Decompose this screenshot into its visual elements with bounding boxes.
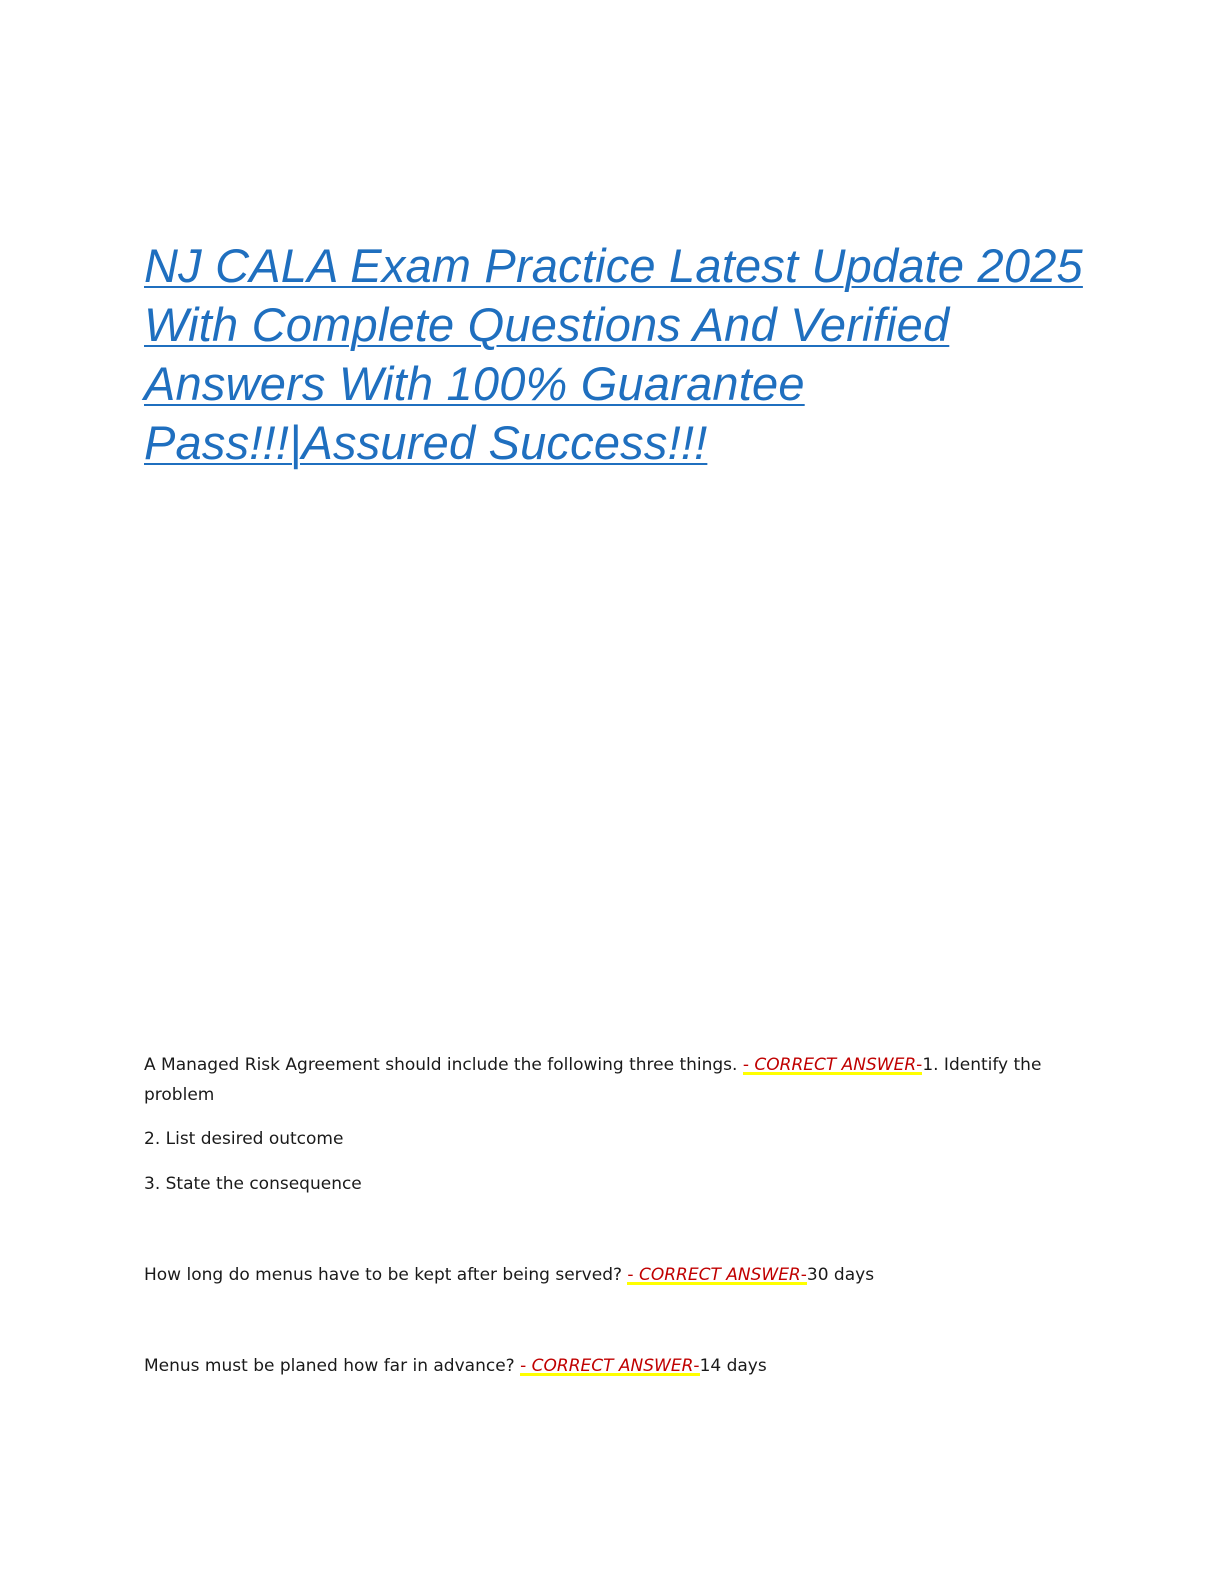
question-2-text: How long do menus have to be kept after being served?	[144, 1265, 628, 1285]
answer-separator: -	[800, 1265, 807, 1285]
question-2	[144, 1260, 1084, 1290]
question-3	[144, 1351, 1084, 1381]
answer-2-text: 30 days	[806, 1265, 875, 1285]
question-1-text: A Managed Risk Agreement should include the following three things.	[144, 1055, 743, 1075]
answer-separator: -	[520, 1356, 532, 1376]
correct-answer-label: CORRECT ANSWER	[638, 1265, 801, 1285]
correct-answer-label: CORRECT ANSWER	[754, 1055, 917, 1075]
answer-3-text: 14 days	[699, 1356, 767, 1376]
answer-1-line-3: 3. State the consequence	[144, 1174, 362, 1194]
document-title[interactable]: NJ CALA Exam Practice Latest Update 2025 With Complete Questions And Verified Answers With 100% Guarantee Pass!!!|Assured Success!!!	[144, 239, 1083, 469]
question-3-text: Menus must be planed how far in advance?	[144, 1356, 521, 1376]
correct-answer-label: CORRECT ANSWER	[531, 1356, 694, 1376]
answer-separator: -	[693, 1356, 700, 1376]
answer-separator: -	[742, 1055, 755, 1075]
answer-separator: -	[627, 1265, 639, 1285]
answer-1-text: 1. Identify the problem	[144, 1055, 1042, 1105]
answer-1-line-2: 2. List desired outcome	[144, 1129, 344, 1149]
question-1	[144, 1050, 1084, 1110]
answer-separator: -	[916, 1055, 923, 1075]
